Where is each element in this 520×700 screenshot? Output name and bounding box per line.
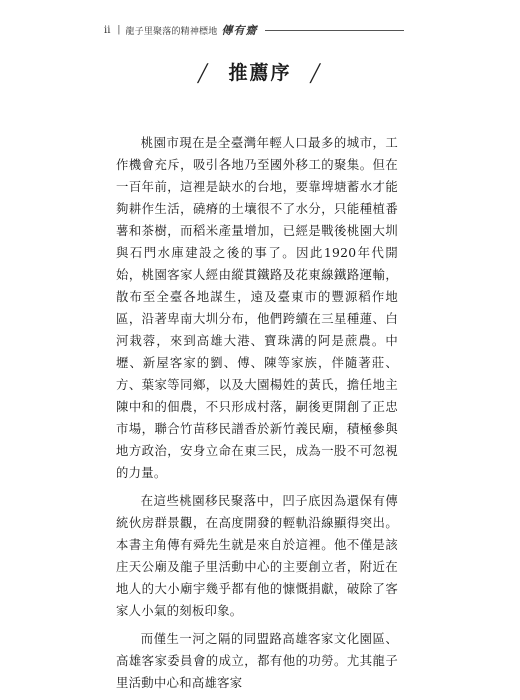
header-separator: | bbox=[117, 25, 121, 35]
subject-name: 傳有齋 bbox=[221, 24, 258, 37]
paragraph: 桃園市現在是全臺灣年輕人口最多的城市，工作機會充斥，吸引各地乃至國外移工的聚集。但在一百年前，這裡是缺水的台地，要靠埤塘蓄水才能夠耕作生活，磽瘠的土壤很不了水分，只能種植番薯和茶樹，而稻米產量增加，已經是戰後桃園大圳與石門水庫建設之後的事了。因此1920年代開始，桃園客家人經由縱貫鐵路及花東線鐵路運輸，散布至全臺各地謀生，遠及臺東市的豐源稻作地區，沿著卑南大圳分布，他們跨續在三星種蓮、白河栽蓉，來到高雄大港、寶珠溝的阿是蔗農。中壢、新屋客家的劉、傅、陳等家族，伴隨著莊、方、葉家等同鄉，以及大園楊姓的黃氏，擔任地主陳中和的佃農，不只形成村落，嗣後更開創了正忠市場，聯合竹苗移民譜香於新竹義民廟，積極參與地方政治，安身立命在東三民，成為一股不可忽視的力量。 bbox=[116, 136, 398, 480]
book-title: 龍子里聚落的精神標地 bbox=[125, 26, 218, 37]
paragraph: 在這些桃園移民聚落中，凹子底因為還保有傳統伙房群景觀，在高度開發的輕軌沿線顯得突出。本書主角傳有舜先生就是來自於這裡。他不僅是該庄天公廟及龍子里活動中心的主要創立者，附近在地人的大小廟宇幾乎都有他的慷慨捐獻，破除了客家人小氣的刻板印象。 bbox=[116, 494, 398, 618]
paragraph: 而僅生一河之隔的同盟路高雄客家文化園區、高雄客家委員會的成立，都有他的功勞。尤其龍子里活動中心和高雄客家 bbox=[116, 632, 398, 690]
page-number: ii bbox=[104, 24, 111, 36]
heading-title: 推薦序 bbox=[228, 62, 292, 84]
heading-slash-left: ╱ bbox=[197, 64, 210, 84]
section-heading bbox=[0, 58, 520, 85]
heading-slash-right: ╱ bbox=[310, 64, 323, 84]
body-text bbox=[116, 132, 398, 700]
header-rule bbox=[265, 30, 404, 31]
running-header bbox=[104, 22, 404, 38]
